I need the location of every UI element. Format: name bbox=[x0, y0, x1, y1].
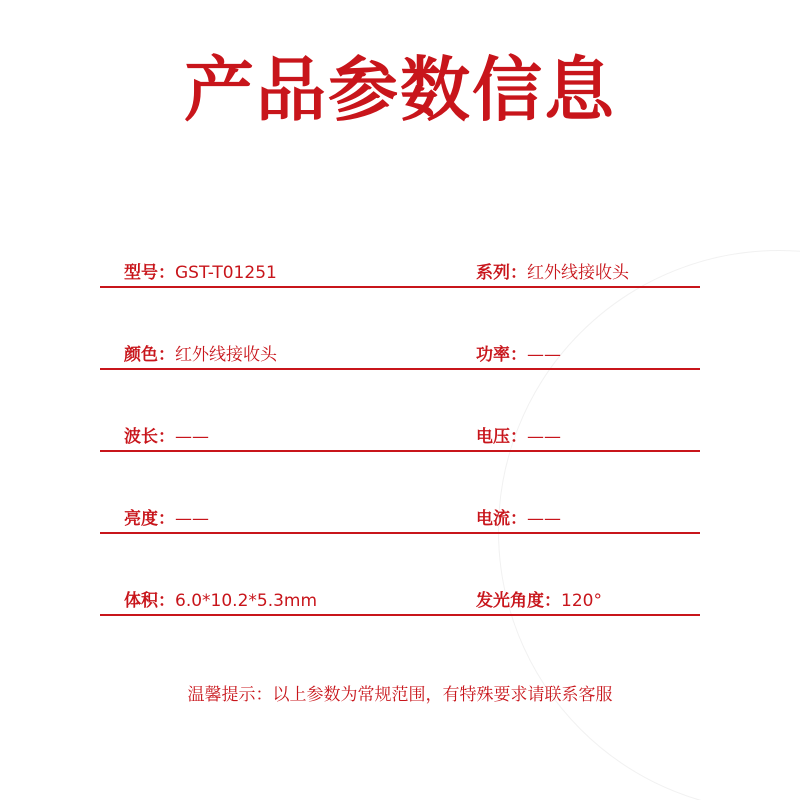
param-value: —— bbox=[527, 509, 561, 529]
param-row-wavelength-voltage bbox=[100, 419, 700, 501]
param-value: 红外线接收头 bbox=[175, 345, 277, 365]
param-value: —— bbox=[527, 345, 561, 365]
param-label: 发光角度： bbox=[476, 591, 561, 611]
param-value: —— bbox=[175, 509, 209, 529]
row-divider bbox=[100, 450, 700, 452]
param-label: 电流： bbox=[476, 509, 527, 529]
param-value: 120° bbox=[561, 591, 602, 611]
param-voltage bbox=[476, 425, 561, 449]
param-current bbox=[476, 507, 561, 531]
param-label: 波长： bbox=[124, 427, 175, 447]
param-brightness bbox=[124, 507, 209, 531]
param-value: —— bbox=[527, 427, 561, 447]
param-size bbox=[124, 589, 317, 613]
row-divider bbox=[100, 368, 700, 370]
param-value: 6.0*10.2*5.3mm bbox=[175, 591, 318, 611]
param-label: 型号： bbox=[124, 263, 175, 283]
param-beam-angle bbox=[476, 589, 602, 613]
params-table bbox=[100, 255, 700, 665]
param-series bbox=[476, 261, 629, 285]
param-row-model-series bbox=[100, 255, 700, 337]
param-row-color-power bbox=[100, 337, 700, 419]
row-divider bbox=[100, 532, 700, 534]
row-divider bbox=[100, 286, 700, 288]
param-label: 亮度： bbox=[124, 509, 175, 529]
param-label: 颜色： bbox=[124, 345, 175, 365]
param-value: —— bbox=[175, 427, 209, 447]
param-label: 系列： bbox=[476, 263, 527, 283]
param-model bbox=[124, 261, 277, 285]
param-wavelength bbox=[124, 425, 209, 449]
param-label: 功率： bbox=[476, 345, 527, 365]
row-divider bbox=[100, 614, 700, 616]
param-value: 红外线接收头 bbox=[527, 263, 629, 283]
param-value: GST-T01251 bbox=[175, 263, 277, 283]
param-power bbox=[476, 343, 561, 367]
param-row-brightness-current bbox=[100, 501, 700, 583]
param-color bbox=[124, 343, 277, 367]
param-label: 电压： bbox=[476, 427, 527, 447]
param-row-size-angle bbox=[100, 583, 700, 665]
param-label: 体积： bbox=[124, 591, 175, 611]
page-title: 产品参数信息 bbox=[184, 49, 616, 131]
tip-note: 温馨提示：以上参数为常规范围，有特殊要求请联系客服 bbox=[187, 685, 613, 705]
